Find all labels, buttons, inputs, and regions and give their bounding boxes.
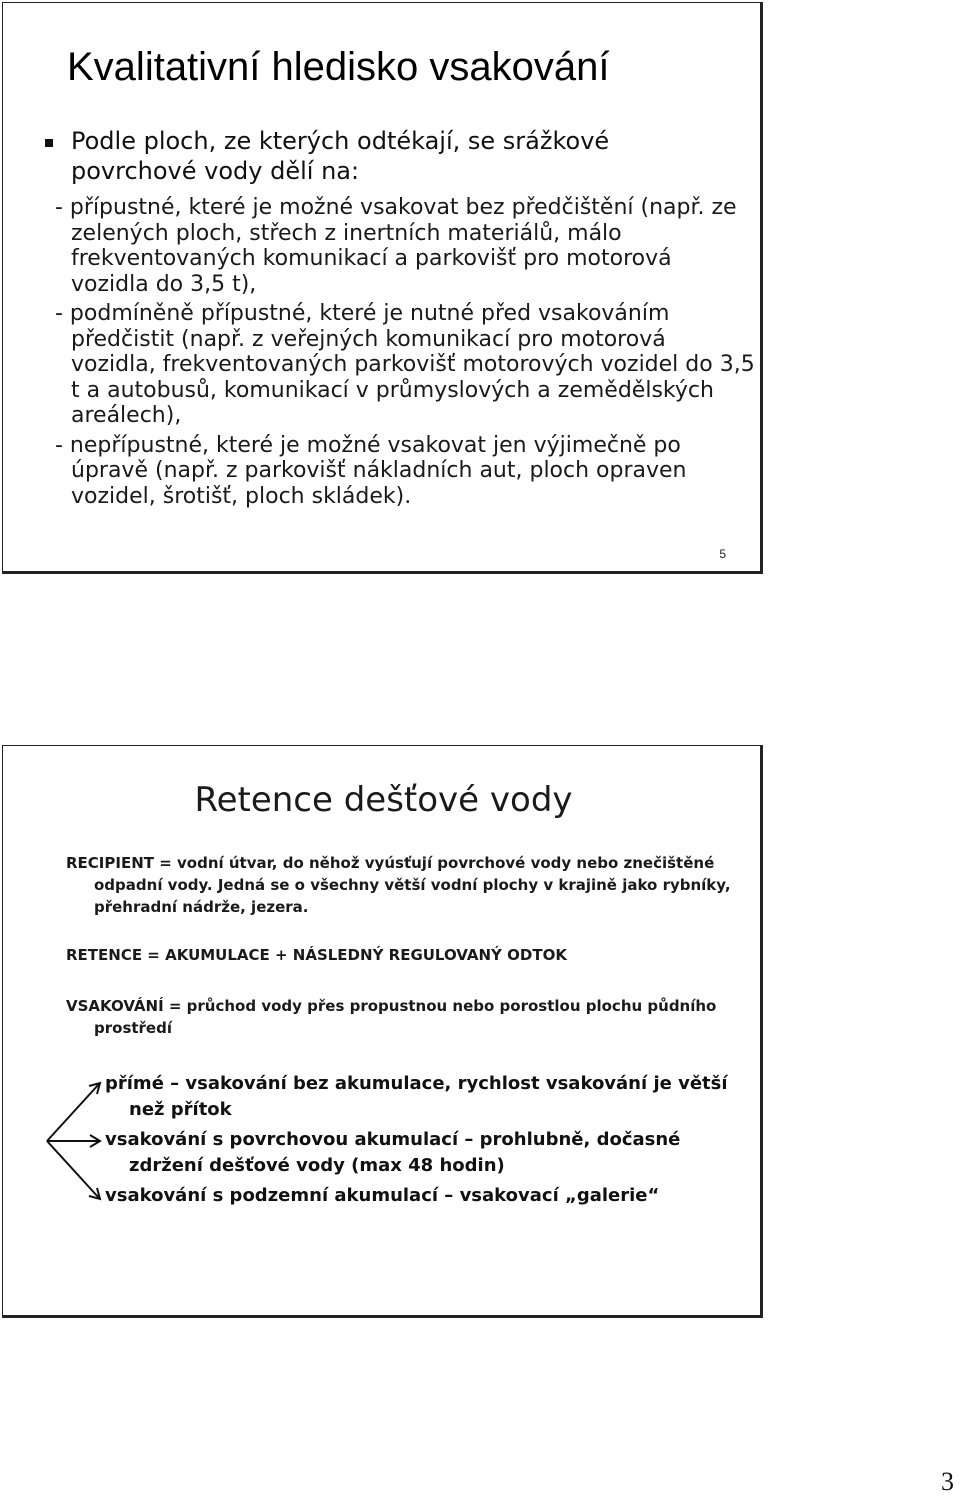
slide-title: Retence dešťové vody [194, 780, 573, 820]
slide-kvalitativni-hledisko [2, 2, 763, 574]
slide-retence-destove-vody [2, 745, 763, 1318]
slide-title: Kvalitativní hledisko vsakování [67, 45, 610, 89]
vsakovani-types [105, 1071, 745, 1213]
vsakovani-definition: VSAKOVÁNÍ = průchod vody přes propustnou nebo porostlou plochu půdního prostředí [66, 997, 717, 1037]
branch-arrows-icon [43, 1078, 107, 1208]
list-item: - podmíněně přípustné, které je nutné před vsakováním předčistit (např. z veřejných komunikací pro motorová vozidla, frekventovaných parkovišť motorových vozidel do 3,5 t a autobusů, komunikací v průmyslových a zemědělských areálech), [55, 301, 755, 428]
bullet-text: Podle ploch, ze kterých odtékají, se srážkové povrchové vody dělí na: [71, 127, 610, 185]
list-item: přímé – vsakování bez akumulace, rychlost vsakování je větší než přítok [105, 1073, 728, 1120]
list-item: vsakování s podzemní akumulací – vsakovací „galerie“ [105, 1185, 660, 1206]
category-list [55, 195, 755, 513]
slide-page-number: 5 [719, 547, 726, 561]
square-bullet-icon [45, 139, 53, 147]
sheet-page-number: 3 [941, 1467, 954, 1496]
list-item: - nepřípustné, které je možné vsakovat jen výjimečně po úpravě (např. z parkovišť nákladních aut, ploch opraven vozidel, šrotišť, ploch skládek). [55, 432, 687, 509]
list-item: vsakování s povrchovou akumulací – prohlubně, dočasné zdržení dešťové vody (max 48 hodin) [105, 1129, 681, 1176]
recipient-definition: RECIPIENT = vodní útvar, do něhož vyúsťují povrchové vody nebo znečištěné odpadní vody. Jedná se o všechny větší vodní plochy v krajině jako rybníky, přehradní nádrže, jezera. [66, 854, 731, 916]
bullet-item [45, 126, 735, 186]
retence-definition: RETENCE = AKUMULACE + NÁSLEDNÝ REGULOVANÝ ODTOK [66, 946, 567, 964]
list-item: - přípustné, které je možné vsakovat bez předčištění (např. ze zelených ploch, střech z inertních materiálů, málo frekventovaných komunikací a parkovišť pro motorová vozidla do 3,5 t), [55, 195, 737, 297]
